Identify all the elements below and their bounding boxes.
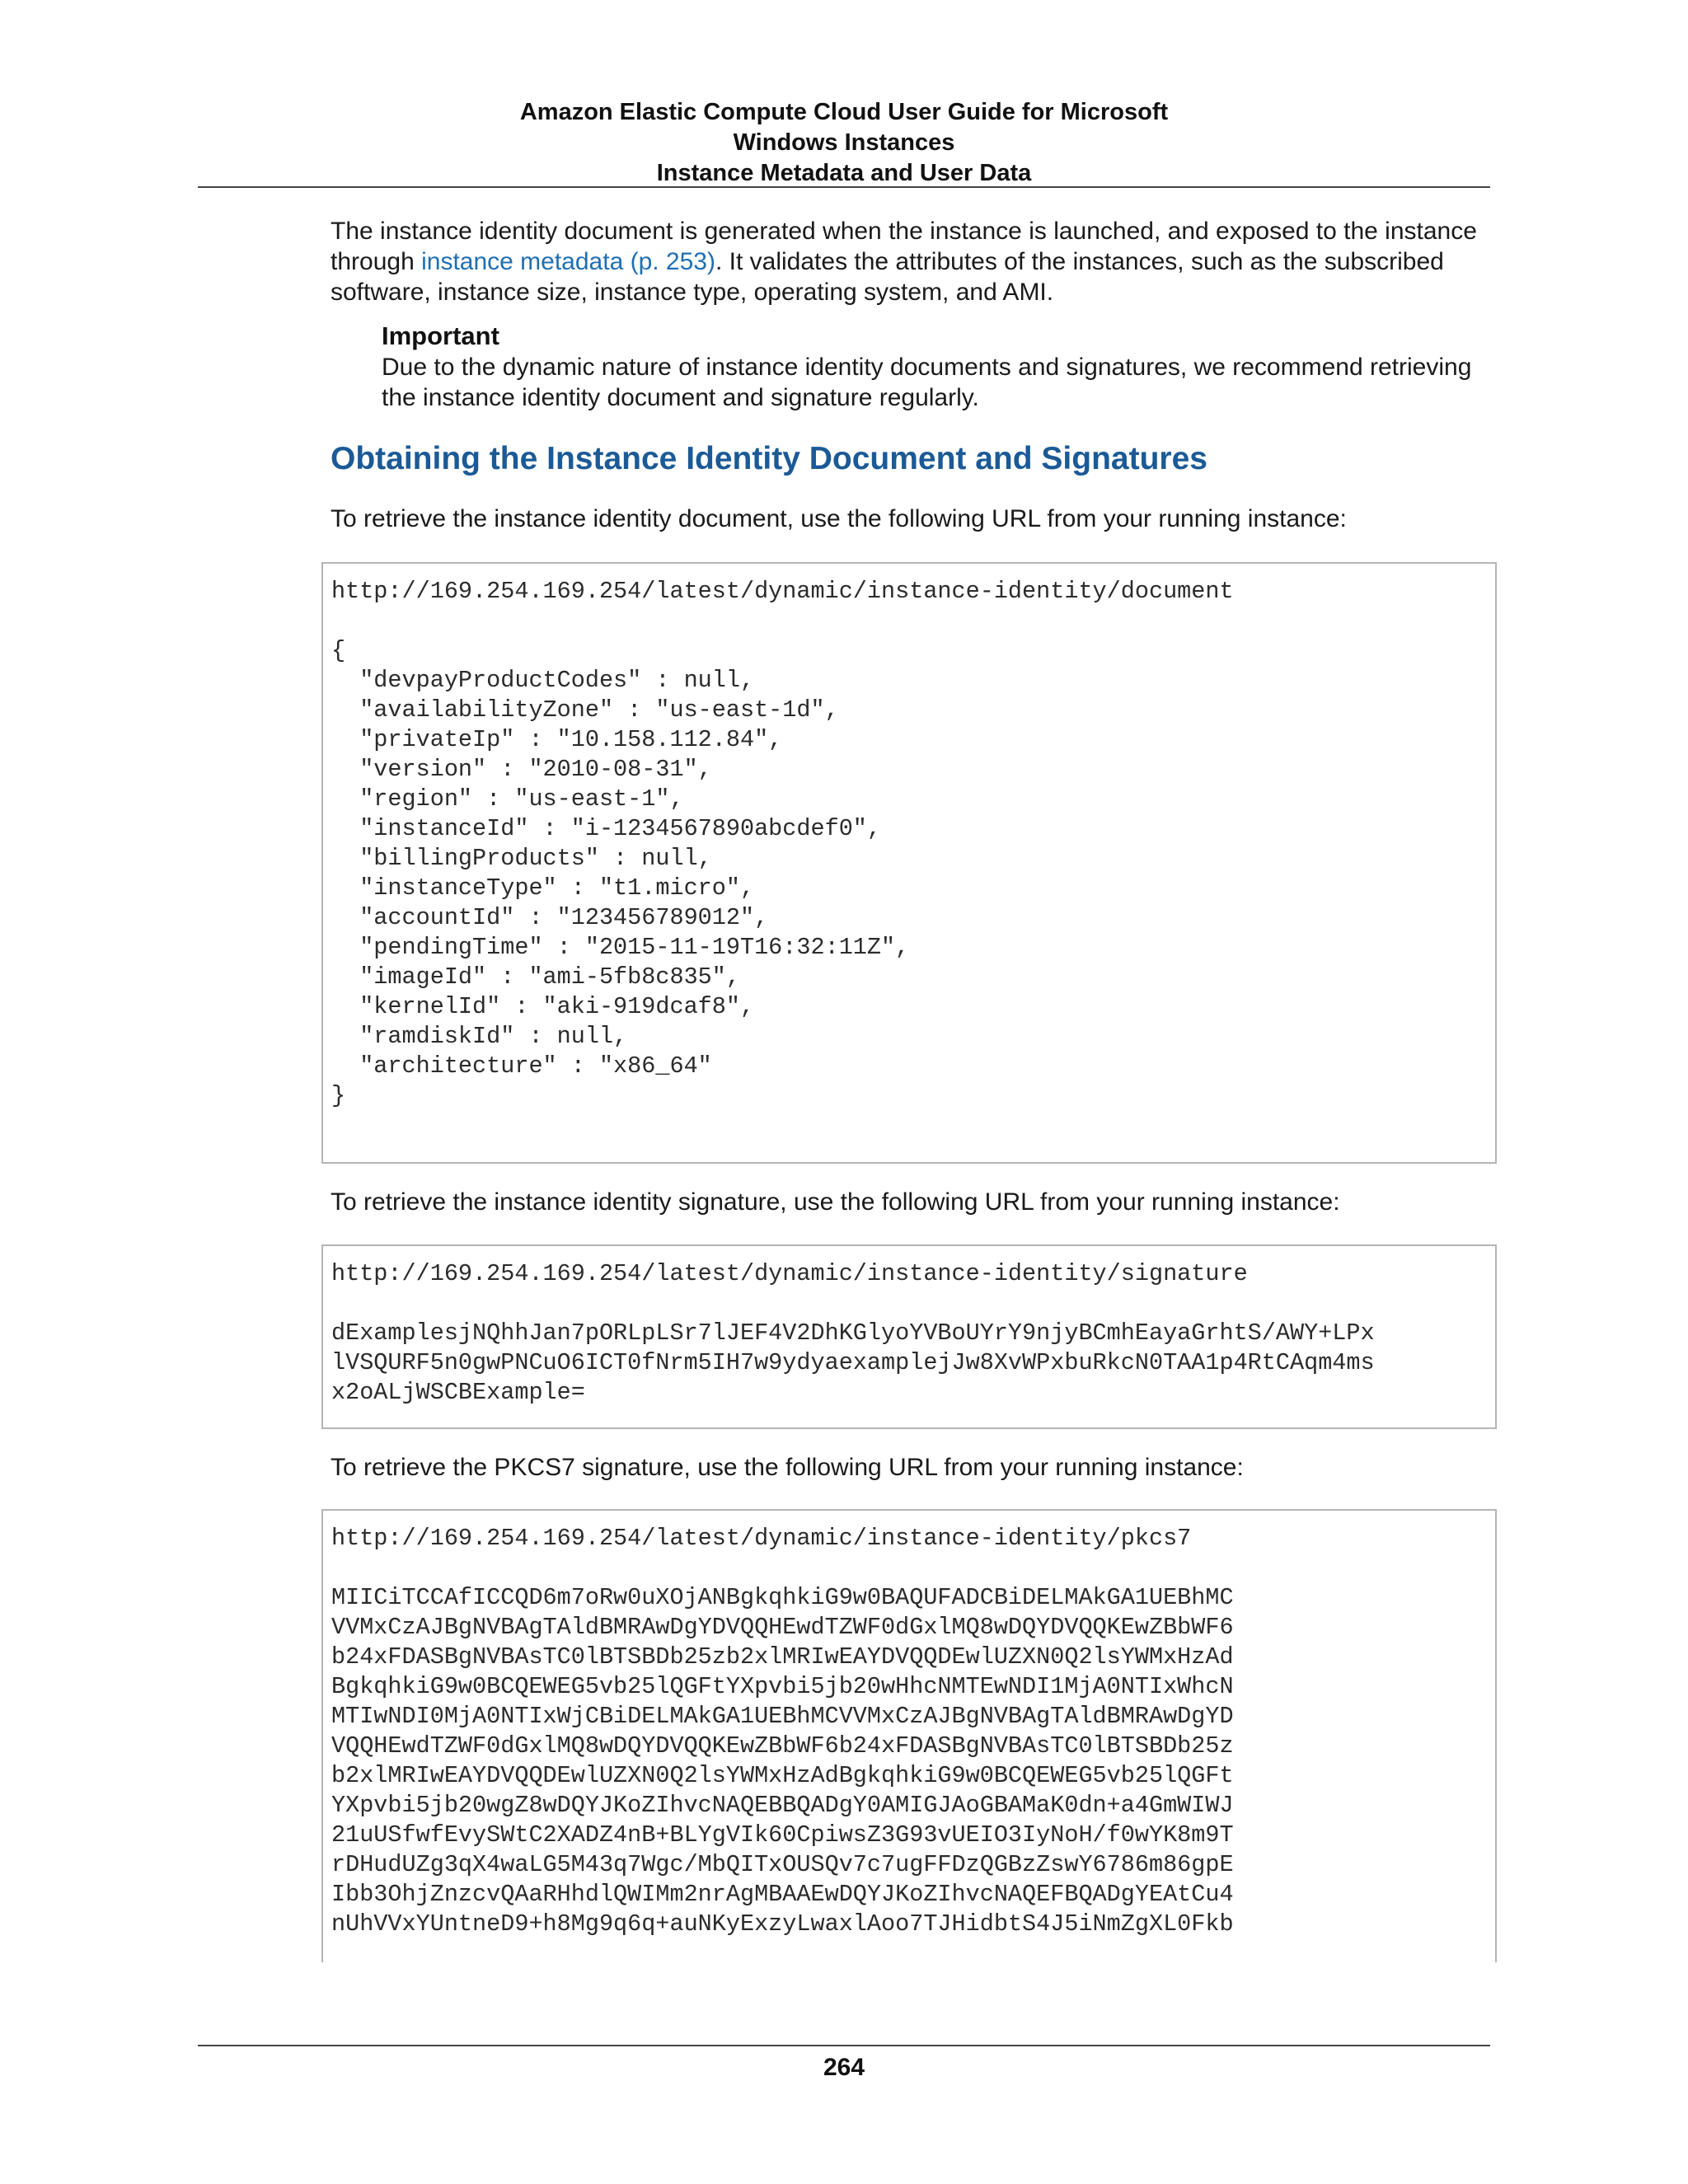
pkcs7-url-intro: To retrieve the PKCS7 signature, use the following URL from your running instance: bbox=[331, 1454, 1244, 1481]
header-line-3: Instance Metadata and User Data bbox=[656, 160, 1032, 186]
instance-metadata-link[interactable]: instance metadata (p. 253) bbox=[421, 248, 715, 275]
document-url-intro: To retrieve the instance identity document, use the following URL from your running instance: bbox=[331, 505, 1347, 532]
pkcs7-code-block bbox=[321, 1509, 1497, 1962]
footer-divider bbox=[198, 2045, 1490, 2046]
intro-paragraph bbox=[331, 216, 1501, 307]
pkcs7-code: http://169.254.169.254/latest/dynamic/instance-identity/pkcs7 MIICiTCCAfICCQD6m7oRw0uXOjANBgkqhkiG9w0BAQUFADCBiDELMAkGA1UEBhMC VVMxCzAJBgNVBAgTAldBMRAwDgYDVQQHEwdTZWF0dGxlMQ8wDQYDVQQKEwZBbWF6 b24xFDASBgNVBAsTC0lBTSBDb25zb2xlMRIwEAYDVQQDEwlUZXN0Q2lsYWMxHzAd BgkqhkiG9w0BCQEWEG5vb25lQGFtYXpvbi5jb20wHhcNMTEwNDI1MjA0NTIxWhcN MTIwNDI0MjA0NTIxWjCBiDELMAkGA1UEBhMCVVMxCzAJBgNVBAgTAldBMRAwDgYD VQQHEwdTZWF0dGxlMQ8wDQYDVQQKEwZBbWF6b24xFDASBgNVBAsTC0lBTSBDb25z b2xlMRIwEAYDVQQDEwlUZXN0Q2lsYWMxHzAdBgkqhkiG9w0BCQEWEG5vb25lQGFt YXpvbi5jb20wgZ8wDQYJKoZIhvcNAQEBBQADgY0AMIGJAoGBAMaK0dn+a4GmWIWJ 21uUSfwfEvySWtC2XADZ4nB+BLYgVIk60CpiwsZ3G93vUEIO3IyNoH/f0wYK8m9T rDHudUZg3qX4waLG5M43q7Wgc/MbQITxOUSQv7c7ugFFDzQGBzZswY6786m86gpE Ibb3OhjZnzcvQAaRHhdlQWIMm2nrAgMBAAEwDQYJKoZIhvcNAQEFBQADgYEAtCu4 nUhVVxYUntneD9+h8Mg9q6q+auNKyExzyLwaxlAoo7TJHidbtS4J5iNmZgXL0Fkb bbox=[331, 1525, 1234, 1938]
important-title: Important bbox=[382, 321, 499, 350]
signature-code: http://169.254.169.254/latest/dynamic/instance-identity/signature dExamplesjNQhhJan7pORLpLSr7lJEF4V2DhKGlyoYVBoUYrY9njyBCmhEayaGrhtS/AWY+LPx lVSQURF5n0gwPNCuO6ICT0fNrm5IH7w9ydyaexamplejJw8XvWPxbuRkcN0TAA1p4RtCAqm4ms x2oALjWSCBExample= bbox=[331, 1260, 1375, 1406]
running-header bbox=[198, 97, 1490, 189]
document-code-block bbox=[321, 562, 1497, 1164]
important-text: Due to the dynamic nature of instance identity documents and signatures, we recommend retrieving the instance identity document and signature regularly. bbox=[382, 354, 1472, 411]
signature-url-intro: To retrieve the instance identity signature, use the following URL from your running instance: bbox=[331, 1188, 1340, 1216]
main-content bbox=[331, 216, 1501, 534]
header-divider bbox=[198, 186, 1490, 188]
header-line-1: Amazon Elastic Compute Cloud User Guide for Microsoft bbox=[519, 99, 1169, 125]
intro-text-start: The instance identity document is generated when the instance is launched, and exposed to the instance through bbox=[331, 218, 1477, 275]
section-heading: Obtaining the Instance Identity Document and Signatures bbox=[331, 441, 1207, 476]
important-note bbox=[382, 321, 1501, 413]
page-number: 264 bbox=[823, 2054, 865, 2081]
document-code: http://169.254.169.254/latest/dynamic/instance-identity/document { "devpayProductCodes" : null, "availabilityZone" : "us-east-1d", "privateIp" : "10.158.112.84", "version" : "2010-08-31", "region" : "us-east-1", "instanceId" : "i-1234567890abcdef0", "billingProducts" : null, "instanceType" : "t1.micro", "accountId" : "123456789012", "pendingTime" : "2015-11-19T16:32:11Z", "imageId" : "ami-5fb8c835", "kernelId" : "aki-919dcaf8", "ramdiskId" : null, "architecture" : "x86_64" } bbox=[331, 578, 1234, 1109]
intro-text-end: . It validates the attributes of the instances, such as the subscribed software, instance size, instance type, operating system, and AMI. bbox=[331, 248, 1444, 306]
header-line-2: Windows Instances bbox=[733, 129, 955, 156]
signature-code-block bbox=[321, 1244, 1497, 1429]
